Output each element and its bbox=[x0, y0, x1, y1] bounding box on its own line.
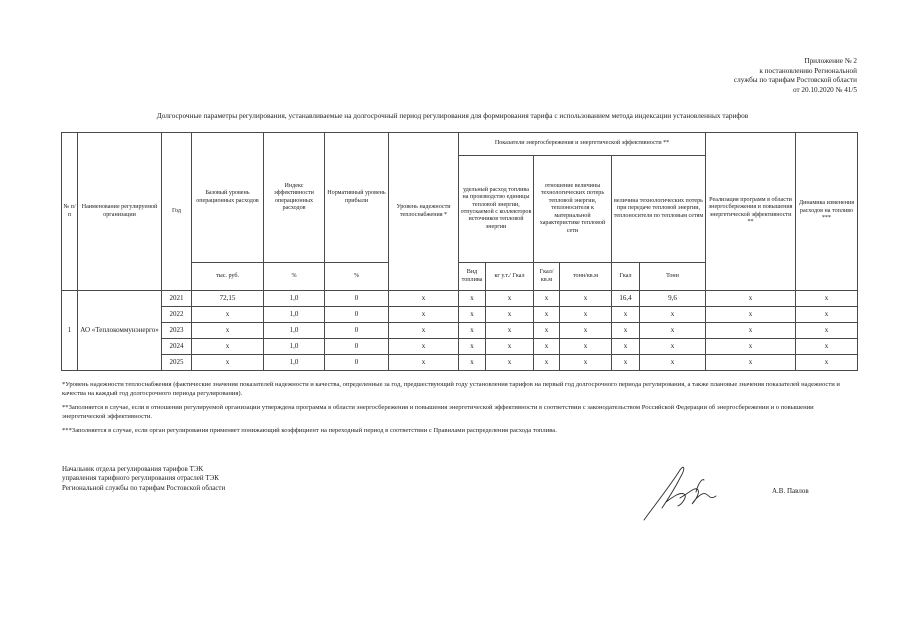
header-ratio: отношение величины технологических потерь тепловой энергии, теплоносителя к материальной характеристике тепловой сети bbox=[534, 156, 612, 263]
appendix-line: к постановлению Региональной bbox=[759, 66, 857, 75]
unit-ratio-ton: тонн/кв.м bbox=[560, 263, 612, 291]
cell-ratio-gcal: x bbox=[534, 323, 560, 339]
signer-line: Начальник отдела регулирования тарифов ТЭК bbox=[62, 465, 204, 473]
header-year: Год bbox=[162, 133, 192, 291]
cell-dynamics: x bbox=[796, 291, 858, 307]
cell-fuel-rate: x bbox=[486, 323, 534, 339]
cell-loss-ton: x bbox=[640, 355, 706, 371]
cell-loss-ton: x bbox=[640, 323, 706, 339]
cell-year: 2023 bbox=[162, 323, 192, 339]
header-energy-group: Показатели энергосбережения и энергетической эффективности ** bbox=[459, 133, 706, 156]
cell-year: 2024 bbox=[162, 339, 192, 355]
cell-reliability: x bbox=[389, 307, 459, 323]
org-number: 1 bbox=[62, 291, 78, 371]
cell-fuel-rate: x bbox=[486, 355, 534, 371]
unit-base: тыс. руб. bbox=[192, 263, 264, 291]
cell-dynamics: x bbox=[796, 307, 858, 323]
unit-ratio-gcal: Гкал/ кв.м bbox=[534, 263, 560, 291]
cell-dynamics: x bbox=[796, 339, 858, 355]
document-title: Долгосрочные параметры регулирования, устанавливаемые на долгосрочный период регулирования для формирования тарифа с использованием метода индексации установленных тарифов bbox=[156, 111, 749, 120]
cell-ratio-ton: x bbox=[560, 355, 612, 371]
footnotes bbox=[62, 380, 857, 440]
cell-programs: x bbox=[706, 307, 796, 323]
cell-index: 1,0 bbox=[264, 323, 325, 339]
cell-fuel-rate: x bbox=[486, 307, 534, 323]
cell-base: x bbox=[192, 323, 264, 339]
cell-reliability: x bbox=[389, 355, 459, 371]
cell-loss-ton: x bbox=[640, 339, 706, 355]
handwritten-signature bbox=[640, 462, 720, 524]
cell-year: 2025 bbox=[162, 355, 192, 371]
cell-profit: 0 bbox=[325, 291, 389, 307]
signer-name: А.В. Павлов bbox=[772, 487, 809, 495]
cell-profit: 0 bbox=[325, 323, 389, 339]
footnote: ***Заполняется в случае, если орган регулирования применяет понижающий коэффициент на переходный период в соответствии с Правилами распределения расхода топлива. bbox=[62, 426, 557, 434]
cell-reliability: x bbox=[389, 339, 459, 355]
header-base: Базовый уровень операционных расходов bbox=[192, 133, 264, 263]
cell-loss-gcal: x bbox=[612, 307, 640, 323]
unit-fuel-rate: кг у.т./ Гкал bbox=[486, 263, 534, 291]
footnote: **Заполняется в случае, если в отношении регулируемой организации утверждена программа в области энергосбережения и повышения энергетической эффективности в соответствии с законодательством Российской Федерации об энергосбережении и о повышении энергетической эффективности. bbox=[62, 403, 814, 421]
cell-ratio-gcal: x bbox=[534, 339, 560, 355]
header-index: Индекс эффективности операционных расходов bbox=[264, 133, 325, 263]
header-fuel: удельный расход топлива на производство единицы тепловой энергии, отпускаемой с коллекторов источников тепловой энергии bbox=[459, 156, 534, 263]
parameters-table bbox=[61, 132, 858, 371]
unit-loss-gcal: Гкал bbox=[612, 263, 640, 291]
header-profit: Нормативный уровень прибыли bbox=[325, 133, 389, 263]
org-name: АО «Теплокоммунэнерго» bbox=[78, 291, 162, 371]
cell-ratio-ton: x bbox=[560, 307, 612, 323]
cell-index: 1,0 bbox=[264, 355, 325, 371]
cell-loss-gcal: x bbox=[612, 355, 640, 371]
cell-dynamics: x bbox=[796, 355, 858, 371]
unit-index: % bbox=[264, 263, 325, 291]
header-programs: Реализация программ в области энергосбережения и повышения энергетической эффективности ** bbox=[706, 133, 796, 291]
cell-ratio-gcal: x bbox=[534, 307, 560, 323]
signer-line: управления тарифного регулирования отраслей ТЭК bbox=[62, 474, 219, 483]
header-org: Наименование регулируемой организации bbox=[78, 133, 162, 291]
cell-base: x bbox=[192, 355, 264, 371]
cell-dynamics: x bbox=[796, 323, 858, 339]
cell-loss-ton: x bbox=[640, 307, 706, 323]
cell-programs: x bbox=[706, 339, 796, 355]
header-dynamics: Динамика изменения расходов на топливо *** bbox=[796, 133, 858, 291]
appendix-line: службы по тарифам Ростовской области bbox=[733, 76, 857, 85]
cell-ratio-ton: x bbox=[560, 323, 612, 339]
cell-ratio-ton: x bbox=[560, 291, 612, 307]
cell-fuel-kind: x bbox=[459, 339, 486, 355]
cell-reliability: x bbox=[389, 291, 459, 307]
cell-fuel-kind: x bbox=[459, 307, 486, 323]
cell-index: 1,0 bbox=[264, 307, 325, 323]
cell-profit: 0 bbox=[325, 355, 389, 371]
cell-ratio-ton: x bbox=[560, 339, 612, 355]
cell-loss-gcal: 16,4 bbox=[612, 291, 640, 307]
cell-fuel-kind: x bbox=[459, 323, 486, 339]
cell-index: 1,0 bbox=[264, 339, 325, 355]
cell-fuel-kind: x bbox=[459, 355, 486, 371]
cell-base: x bbox=[192, 307, 264, 323]
header-reliability: Уровень надежности теплоснабжения * bbox=[389, 133, 459, 291]
signer-line: Региональной службы по тарифам Ростовской области bbox=[62, 483, 226, 492]
cell-year: 2021 bbox=[162, 291, 192, 307]
cell-reliability: x bbox=[389, 323, 459, 339]
header-losses: величина технологических потерь при передаче тепловой энергии, теплоносителя по тепловым сетям bbox=[612, 156, 706, 263]
cell-ratio-gcal: x bbox=[534, 355, 560, 371]
cell-base: 72,15 bbox=[192, 291, 264, 307]
appendix-header bbox=[734, 57, 857, 95]
header-num: № п/п bbox=[62, 133, 78, 291]
cell-loss-gcal: x bbox=[612, 339, 640, 355]
unit-profit: % bbox=[325, 263, 389, 291]
signer-position bbox=[62, 465, 225, 493]
cell-fuel-kind: x bbox=[459, 291, 486, 307]
cell-loss-gcal: x bbox=[612, 323, 640, 339]
cell-programs: x bbox=[706, 323, 796, 339]
cell-base: x bbox=[192, 339, 264, 355]
cell-index: 1,0 bbox=[264, 291, 325, 307]
table-row bbox=[62, 291, 858, 307]
cell-loss-ton: 9,6 bbox=[640, 291, 706, 307]
cell-profit: 0 bbox=[325, 339, 389, 355]
appendix-line: Приложение № 2 bbox=[804, 57, 857, 65]
appendix-line: от 20.10.2020 № 41/5 bbox=[792, 85, 857, 94]
cell-year: 2022 bbox=[162, 307, 192, 323]
cell-programs: x bbox=[706, 291, 796, 307]
cell-fuel-rate: x bbox=[486, 339, 534, 355]
cell-fuel-rate: x bbox=[486, 291, 534, 307]
cell-programs: x bbox=[706, 355, 796, 371]
table-row bbox=[62, 339, 858, 355]
table-row bbox=[62, 323, 858, 339]
table-row bbox=[62, 355, 858, 371]
cell-ratio-gcal: x bbox=[534, 291, 560, 307]
unit-loss-ton: Тонн bbox=[640, 263, 706, 291]
unit-fuel-kind: Вид топлива bbox=[459, 263, 486, 291]
footnote: *Уровень надежности теплоснабжения (фактические значения показателей надежности и качества, определенные за год, предшествующий году установления тарифов на первый год долгосрочного периода регулирования, а также плановые значения показателей надежности и качества на каждый год долгосрочного периода регулирования). bbox=[62, 381, 840, 398]
cell-profit: 0 bbox=[325, 307, 389, 323]
table-row bbox=[62, 307, 858, 323]
